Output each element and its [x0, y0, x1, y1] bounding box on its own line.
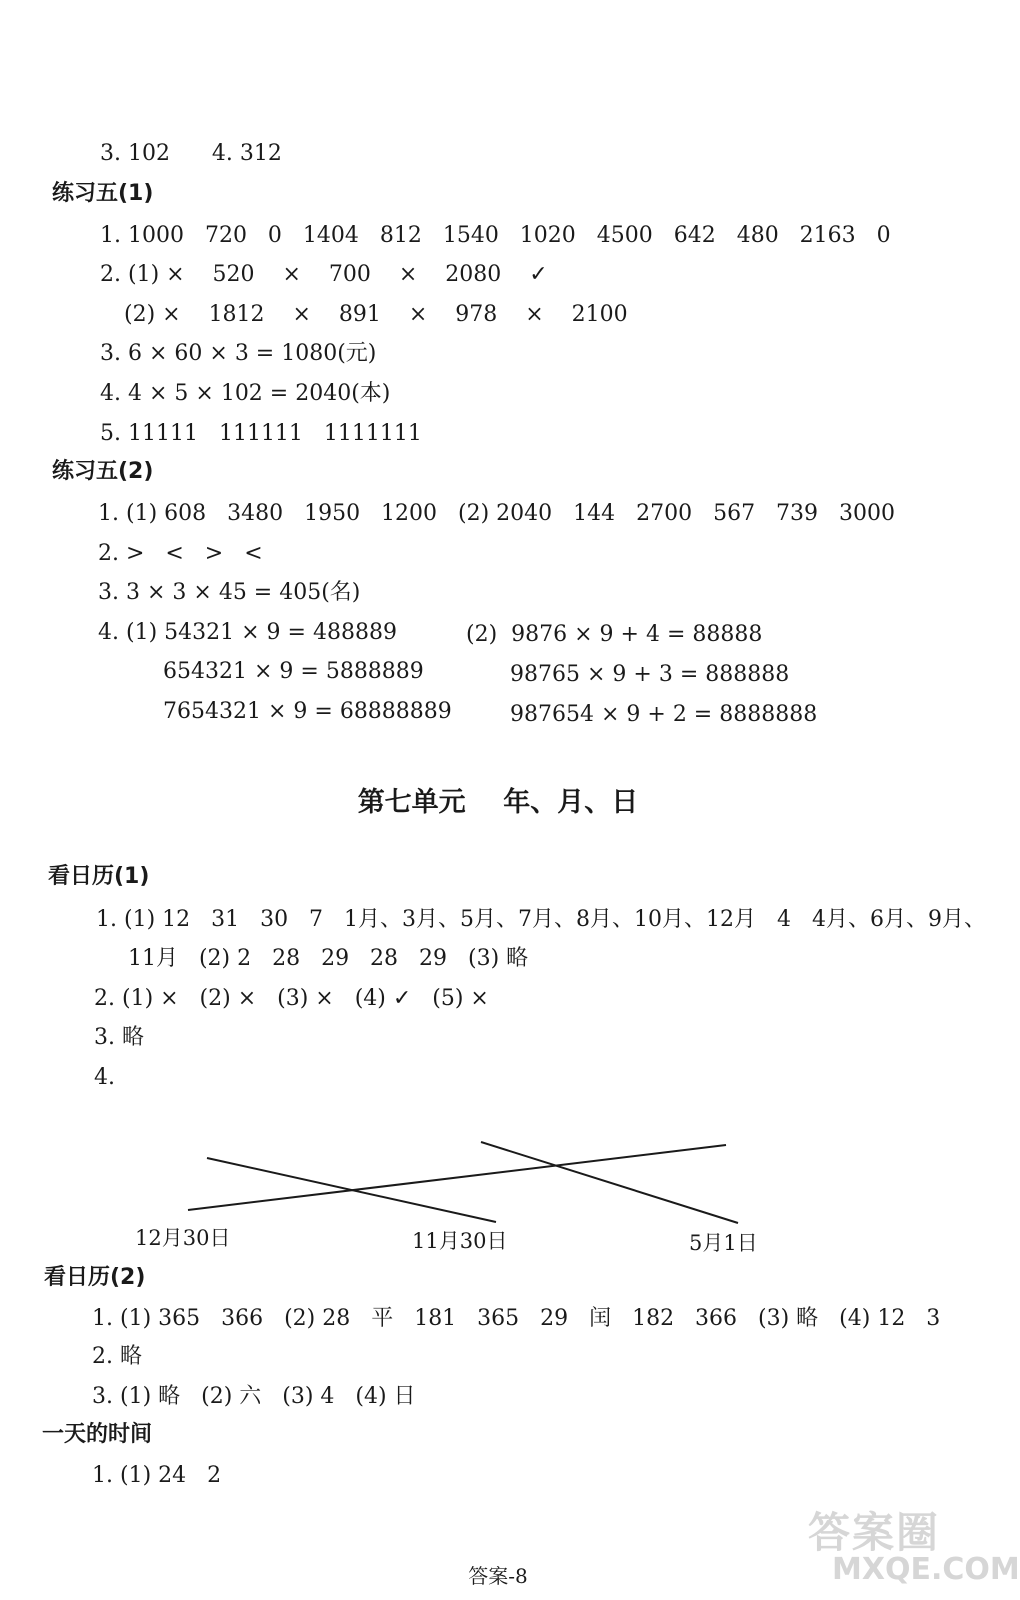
watermark-logo: 答案圈	[808, 1508, 941, 1557]
date-label-dec-30: 12月30日	[135, 1226, 231, 1250]
s2-line-6a: 7654321 × 9 = 68888889	[163, 699, 452, 724]
match-line-2	[481, 1142, 738, 1223]
s1-line-3: (2) × 1812 × 891 × 978 × 2100	[124, 302, 628, 327]
s1-line-1: 1. 1000 720 0 1404 812 1540 1020 4500 642 480 2163 0	[100, 223, 891, 248]
s3-line-3: 2. (1) × (2) × (3) × (4) ✓ (5) ×	[94, 986, 489, 1011]
top-answers: 3. 102 4. 312	[100, 141, 282, 166]
s2-line-5b: 98765 × 9 + 3 = 888888	[510, 662, 790, 687]
s2-line-4b: (2) 9876 × 9 + 4 = 88888	[466, 622, 763, 647]
heading-lianxi-5-2: 练习五(2)	[52, 459, 154, 484]
heading-yitian-shijian: 一天的时间	[42, 1422, 153, 1447]
s1-line-6: 5. 11111 111111 1111111	[100, 421, 422, 446]
s2-line-6b: 987654 × 9 + 2 = 8888888	[510, 702, 818, 727]
s4-line-2: 2. 略	[92, 1344, 142, 1369]
s4-line-1: 1. (1) 365 366 (2) 28 平 181 365 29 闰 182 366 (3) 略 (4) 12 3	[92, 1306, 941, 1331]
heading-lianxi-5-1: 练习五(1)	[52, 181, 154, 206]
watermark-url: MXQE.COM	[832, 1552, 1020, 1587]
unit-title: 第七单元 年、月、日	[357, 787, 639, 818]
heading-kan-rili-1: 看日历(1)	[48, 864, 150, 889]
s2-line-2: 2. > < > <	[98, 541, 263, 566]
s2-line-5a: 654321 × 9 = 5888889	[163, 659, 424, 684]
s1-line-5: 4. 4 × 5 × 102 = 2040(本)	[100, 381, 391, 406]
s1-line-2: 2. (1) × 520 × 700 × 2080 ✓	[100, 262, 548, 287]
s2-line-3: 3. 3 × 3 × 45 = 405(名)	[98, 580, 361, 605]
s5-line-1: 1. (1) 24 2	[92, 1463, 222, 1488]
s4-line-3: 3. (1) 略 (2) 六 (3) 4 (4) 日	[92, 1384, 416, 1409]
s1-line-4: 3. 6 × 60 × 3 = 1080(元)	[100, 341, 377, 366]
match-line-1	[207, 1158, 496, 1222]
page-footer: 答案-8	[468, 1564, 528, 1588]
s2-line-4a: 4. (1) 54321 × 9 = 488889	[98, 620, 397, 645]
date-label-nov-30: 11月30日	[412, 1229, 508, 1253]
heading-kan-rili-2: 看日历(2)	[44, 1265, 146, 1290]
s3-line-5: 4.	[94, 1065, 115, 1090]
s2-line-1: 1. (1) 608 3480 1950 1200 (2) 2040 144 2700 567 739 3000	[98, 501, 896, 526]
date-label-may-1: 5月1日	[689, 1231, 758, 1255]
s3-line-1: 1. (1) 12 31 30 7 1月、3月、5月、7月、8月、10月、12月 4 4月、6月、9月、	[96, 907, 986, 932]
match-line-3	[188, 1145, 726, 1210]
s3-line-2: 11月 (2) 2 28 29 28 29 (3) 略	[128, 946, 529, 971]
s3-line-4: 3. 略	[94, 1025, 144, 1050]
